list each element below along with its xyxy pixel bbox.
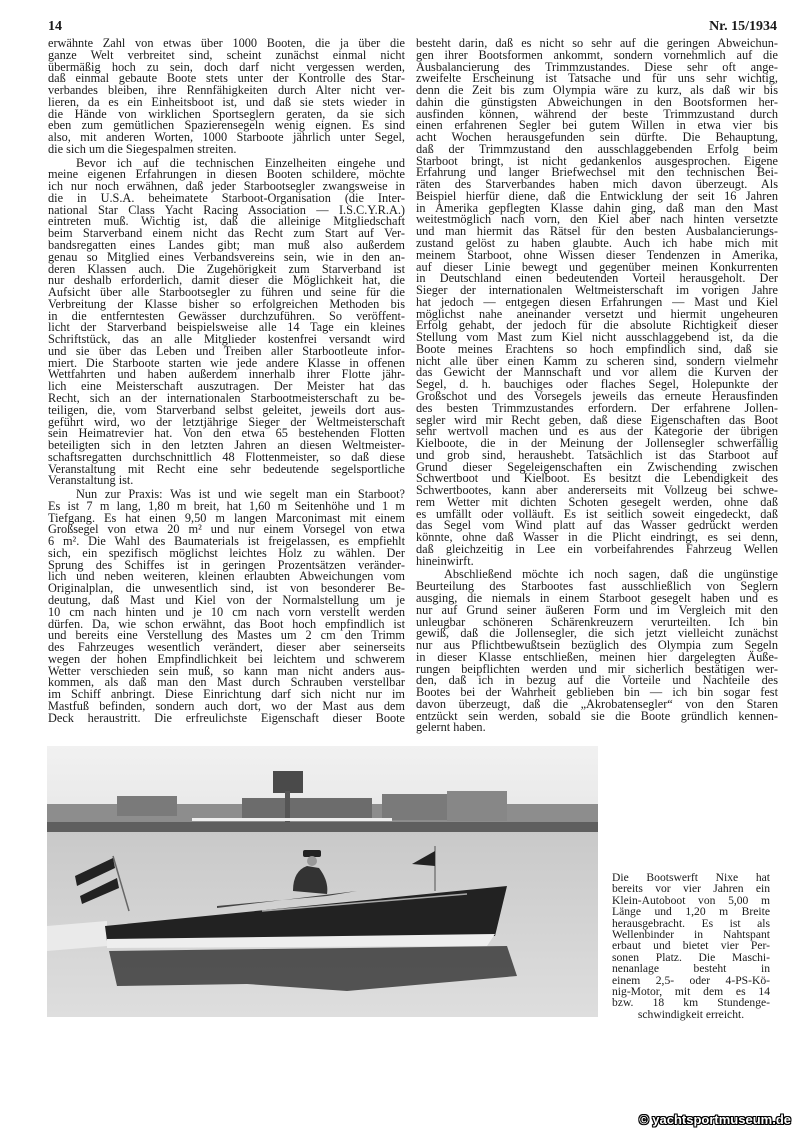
- text-line: nur deshalb erforderlich, damit dieser die Möglichkeit hat, die: [48, 273, 405, 288]
- text-line: die Hände von wirklichen Sportseglern geraten, da sie sich: [48, 106, 405, 121]
- text-line: Großsegel von etwa 20 m² und nur einem Vorsegel von etwa: [48, 522, 405, 537]
- wake: [47, 921, 107, 951]
- text-line: übermäßig hoch zu sein, doch darf nicht vergessen werden,: [48, 59, 405, 74]
- text-line: Grund dieser Segeleigenschaften ein Zwischending zwischen: [416, 459, 778, 474]
- text-line: Veranstaltung mit Recht eine sehr bedeutende segelsportliche: [48, 461, 405, 476]
- caption-line: erbaut und bietet vier Per-: [612, 939, 770, 953]
- paragraph: [416, 38, 778, 567]
- text-line: Bevor ich auf die technischen Einzelheiten eingehe und: [76, 155, 405, 170]
- text-line: in Deutschland einen bedeutenden Vorteil herausgeholt. Der: [416, 271, 778, 286]
- article-column-left: [48, 38, 405, 726]
- text-line: möglichst nahe aneinander versetzt und hiermit ungeheuren: [416, 306, 778, 321]
- text-line: Veranstaltung ist.: [48, 473, 134, 488]
- text-line: weitestmöglich nach vorn, den Kiel aber nach hinten versetzte: [416, 212, 778, 227]
- text-line: nur auf Grund seiner äußeren Form und im Vergleich mit den: [416, 602, 778, 617]
- text-line: beteiligten sich in den letzten Jahren an diesen Weltmeister-: [48, 438, 405, 453]
- text-line: Großschot und des Vorsegels jeweils das erneute Herausfinden: [416, 388, 778, 403]
- text-line: des Fahrzeuges wesentlich verändert, dieser aber seinerseits: [48, 640, 405, 655]
- text-line: sich, ein spezifisch möglichst leichtes Holz zu wählen. Der: [48, 545, 405, 560]
- caption-line: bereits vor vier Jahren ein: [612, 882, 770, 896]
- text-line: Nun zur Praxis: Was ist und wie segelt man ein Starboot?: [76, 487, 405, 502]
- text-line: genau so Mitglied eines Verbandsvereins sein, wie in den an-: [48, 249, 405, 264]
- text-line: Starboot bringt, ist nicht gedankenlos ausgesprochen. Eigene: [416, 153, 778, 168]
- caption-line: bzw. 18 km Stundenge-: [612, 996, 770, 1010]
- text-line: acht Wochen herausgefunden sein dürfte. Die Behauptung,: [416, 130, 778, 145]
- caption-line: Wellenbinder in Nahtspant: [612, 927, 770, 941]
- text-line: zustand gelöst zu haben glaubte. Auch ich habe mich mit: [416, 236, 778, 251]
- text-line: miert. Die Starboote starten wie jede andere Klasse in offenen: [48, 355, 405, 370]
- text-line: unleugbar schöneren Schärenkreuzern verurteilten. Ich bin: [416, 614, 778, 629]
- text-line: Verbreitung der Klasse bisher so erfolgreichen Methoden bis: [48, 296, 405, 311]
- text-line: Recht, sich an der internationalen Starbootmeisterschaft zu be-: [48, 390, 405, 405]
- text-line: Beispiel hierfür diene, daß die Entwicklung der seit 16 Jahren: [416, 188, 778, 203]
- text-line: lieren, da es ein Einheitsboot ist, und daß sie stets wieder in: [48, 94, 405, 109]
- text-line: eben zum gemütlichen Spazierensegeln wenig eignen. Es sind: [48, 118, 405, 133]
- caption-line: einem 2,5- oder 4-PS-Kö-: [612, 973, 770, 987]
- text-line: Ausbalancierung des Trimmzustandes. Diese sehr oft ange-: [416, 59, 778, 74]
- text-line: dahin die günstigsten Abweichungen in den Bootsformen her-: [416, 94, 778, 109]
- text-line: ausfinden können, während der beste Trimmzustand durch: [416, 106, 778, 121]
- text-line: Kielboote, die in der Meinung der Jollensegler schwerfällig: [416, 436, 778, 451]
- text-line: hat jedoch — entgegen diesen Erfahrungen — Mast und Kiel: [416, 294, 778, 309]
- paragraph: [416, 569, 778, 734]
- text-line: schaftsregatten durchschnittlich 48 Flottenmeister, so daß diese: [48, 449, 405, 464]
- text-line: dürfen. Da, wie schon erwähnt, das Boot hoch empfindlich ist: [48, 616, 405, 631]
- text-line: licht der Starverband beispielsweise alle 14 Tage ein kleines: [48, 320, 405, 335]
- text-line: Schwertbootes, kann aber andererseits mit Vollzeug bei schwe-: [416, 483, 778, 498]
- text-line: Es ist 7 m lang, 1,80 m breit, hat 1,60 m Seitenhöhe und 1 m: [48, 498, 405, 513]
- caption-line: Klein-Autoboot von 5,00 m: [612, 893, 770, 907]
- text-line: sein Heimatrevier hat. Von den etwa 65 bestehenden Flotten: [48, 426, 405, 441]
- text-line: erwähnte Zahl von etwas über 1000 Booten, die ja über die: [48, 36, 405, 50]
- text-line: Sprung des Schiffes ist in geringen Prozentsätzen veränder-: [48, 557, 405, 572]
- text-line: geführt wird, wo der letztjährige Sieger der Weltmeisterschaft: [48, 414, 405, 429]
- text-line: 10 cm nach hinten und je 10 cm nach vorn verstellt werden: [48, 604, 405, 619]
- caption-line: sonen Platz. Die Maschi-: [612, 950, 770, 964]
- text-line: die in U.S.A. beheimatete Starboot-Organisation (die Inter-: [48, 190, 405, 205]
- text-line: Tiefgang. Es hat einen 9,50 m langen Marconimast mit einem: [48, 510, 405, 525]
- text-line: Deck heraustritt. Die erfreulichste Eigenschaft dieser Boote: [48, 710, 405, 725]
- text-line: also, mit anderen Worten, 1000 Starboote jährlich unter Segel,: [48, 130, 405, 145]
- text-line: hineinwirft.: [416, 553, 474, 568]
- text-line: meinem Starboot, ohne Wissen dieser Tendenzen in Amerika,: [416, 247, 778, 262]
- text-line: rem Wetter mit dichten Schoten gesegelt werden, ohne daß: [416, 494, 778, 509]
- text-line: das Segel vom Wind platt auf das Wasser gedrückt werden: [416, 518, 778, 533]
- text-line: Boote meines Erachtens so hoch empfindlich sind, daß sie: [416, 341, 778, 356]
- text-line: die sich um die Siegespalmen streiten.: [48, 141, 237, 156]
- caption-line: herausgebracht. Es ist als: [612, 916, 770, 930]
- motorboat-photo: [47, 746, 598, 1017]
- text-line: daß gleichzeitig in Lee ein vorbeifahrendes Fahrzeug Wellen: [416, 541, 778, 556]
- text-line: deren Klassen auch. Die Zugehörigkeit zum Starverband ist: [48, 261, 405, 276]
- text-line: Erfahrung und langer Briefwechsel mit den technischen Bei-: [416, 165, 778, 180]
- text-line: Mastfuß befinden, sondern auch dort, wo der Mast aus dem: [48, 698, 405, 713]
- text-line: daß der Trimmzustand den ausschlaggebenden Erfolg beim: [416, 141, 778, 156]
- caption-line: schwindigkeit erreicht.: [637, 1007, 745, 1021]
- text-line: und man hiermit das Rätsel für den besten Ausbalancierungs-: [416, 224, 778, 239]
- text-line: in die entferntesten Gewässer durchzuführen. So veröffent-: [48, 308, 405, 323]
- text-line: Erfolg gehabt, der jedoch für die absolute Richtigkeit dieser: [416, 318, 778, 333]
- text-line: Bootes bei der Wahrheit geblieben bin — ich bin sogar fest: [416, 685, 778, 700]
- paragraph: [48, 155, 405, 488]
- text-line: davon überzeugt, daß die „Akrobatensegler“ von den Staren: [416, 696, 778, 711]
- text-line: in Amerika gepflegten Klasse dahin ging, daß man den Mast: [416, 200, 778, 215]
- page-number: 14: [48, 19, 62, 34]
- text-line: kommen, als daß man den Mast durch Schrauben verstellbar: [48, 675, 405, 690]
- text-line: im Schiff anbringt. Diese Einrichtung darf sich nicht nur im: [48, 687, 405, 702]
- text-line: Wettfahrten und haben außerdem innerhalb ihrer Flotte jähr-: [48, 367, 405, 382]
- text-line: den, daß ich in bezug auf die Vorteile und Nachteile des: [416, 673, 778, 688]
- text-line: auf dieser Linie bewegt und gegenüber meinen Konkurrenten: [416, 259, 778, 274]
- text-line: Beurteilung des Starbootes fast ausschließlich von Seglern: [416, 579, 778, 594]
- text-line: könnte, ohne daß Wasser in die Plicht eindringt, es sei denn,: [416, 530, 778, 545]
- text-line: Originalplan, die unwesentlich sind, ist von besonderer Be-: [48, 581, 405, 596]
- text-line: ganze Welt verbreitet sind, scheint zunächst einmal nicht: [48, 47, 405, 62]
- text-line: und grob sind, heraushebt. Tatsächlich ist das Starboot auf: [416, 447, 778, 462]
- text-line: nur aus Pflichtbewußtsein bezüglich des Olympia zum Segeln: [416, 638, 778, 653]
- text-line: teiligen, die, vom Starverband selbst geleitet, jeweils dort aus-: [48, 402, 405, 417]
- text-line: verbandes bleiben, ihre Rennfähigkeiten durch Alter nicht ver-: [48, 83, 405, 98]
- text-line: das Gewicht der Mannschaft und vor allem die Kurven der: [416, 365, 778, 380]
- text-line: Schriftstück, das an alle Mitglieder kostenfrei versandt wird: [48, 332, 405, 347]
- caption-line: nenanlage besteht in: [612, 962, 770, 976]
- text-line: nicht alle über einen Kamm zu scheren sind, sondern vielmehr: [416, 353, 778, 368]
- watermark: © yachtsportmuseum.de: [639, 1112, 791, 1127]
- text-line: beim Starverband einem nicht das Recht zum Start auf Ver-: [48, 226, 405, 241]
- text-line: besteht darin, daß es nicht so sehr auf die geringen Abweichun-: [416, 36, 778, 50]
- caption-line: Die Bootswerft Nixe hat: [612, 871, 770, 884]
- text-line: gewiß, daß die Jollensegler, die sich jetzt vielleicht zunächst: [416, 626, 778, 641]
- text-line: Aufsicht über alle Starbootsegler zu führen und seine für die: [48, 285, 405, 300]
- text-line: sehr wertvoll machen und es aus der Kategorie der übrigen: [416, 424, 778, 439]
- text-line: Segel, d. h. bauchiges oder flaches Segel, Holepunkte der: [416, 377, 778, 392]
- text-line: ich nur noch erwähnen, daß jeder Starbootsegler zwangsweise in: [48, 179, 405, 194]
- text-line: gen ihrer Bootsformen ankommt, sondern vornehmlich auf die: [416, 47, 778, 62]
- text-line: Schwertboot und Kielboot. Es besitzt die Lebendigkeit des: [416, 471, 778, 486]
- text-line: und bereits eine Verstellung des Mastes um 2 cm den Trimm: [48, 628, 405, 643]
- text-line: national Star Class Yacht Racing Association — I.S.C.Y.R.A.): [48, 202, 405, 217]
- text-line: rungen beipflichten werden und mir sicherlich bestätigen wer-: [416, 661, 778, 676]
- text-line: Sieger der internationalen Weltmeisterschaft im vorigen Jahre: [416, 283, 778, 298]
- caption-line: nig-Motor, mit dem es 14: [612, 984, 770, 998]
- text-line: bandsregatten eines Landes gibt; man muß also außerdem: [48, 238, 405, 253]
- text-line: eintreten muß. Wichtig ist, daß die alleinige Mitgliedschaft: [48, 214, 405, 229]
- text-line: räten des Starverbandes haben mich davon überzeugt. Als: [416, 177, 778, 192]
- text-line: 6 m². Die Wahl des Baumaterials ist freigelassen, es empfiehlt: [48, 534, 405, 549]
- caption-line: Länge und 1,20 m Breite: [612, 905, 770, 919]
- text-line: meine eigenen Erfahrungen in diesen Booten schildere, möchte: [48, 167, 405, 182]
- text-line: einen erfahrenen Segler bei gutem Willen in etwa vier bis: [416, 118, 778, 133]
- paragraph: [48, 489, 405, 724]
- text-line: denn die Zeit bis zum Olympia wäre zu kurz, als daß wir bis: [416, 83, 778, 98]
- text-line: deutung, daß Mast und Kiel von der Normalstellung um je: [48, 592, 405, 607]
- text-line: in dieser Klasse entschließen, meinen hier dargelegten Äuße-: [416, 649, 778, 664]
- text-line: lich eine Meisterschaft auszutragen. Der Meister hat das: [48, 379, 405, 394]
- text-line: entzückt sein werden, sobald sie die Boote gründlich kennen-: [416, 708, 778, 723]
- text-line: es umfällt oder volläuft. Es ist seitlich soweit eingedeckt, daß: [416, 506, 778, 521]
- text-line: und sie über das Leben und Treiben aller Starbootleute infor-: [48, 343, 405, 358]
- text-line: des besten Trimmzustandes erfordern. Der erfahrene Jollen-: [416, 400, 778, 415]
- text-line: ausging, die niemals in einem Starboot gesegelt haben und es: [416, 590, 778, 605]
- text-line: Wetter verschieden sein muß, so kann man nicht anders aus-: [48, 663, 405, 678]
- article-column-right: [416, 38, 778, 736]
- text-line: segler wird mir Recht geben, daß diese Eigenschaften das Boot: [416, 412, 778, 427]
- issue-number: Nr. 15/1934: [709, 19, 777, 34]
- text-line: Stellung vom Mast zum Kiel nicht ausschlaggebend ist, da die: [416, 330, 778, 345]
- photo-caption: [612, 872, 770, 1020]
- text-line: wegen der hohen Empfindlichkeit bei leichtem und schwerem: [48, 651, 405, 666]
- text-line: lich und neben weiteren, kleinen erlaubten Abweichungen vom: [48, 569, 405, 584]
- text-line: Abschließend möchte ich noch sagen, daß die ungünstige: [444, 567, 778, 582]
- paragraph: [48, 38, 405, 156]
- text-line: gelernt haben.: [416, 720, 486, 735]
- text-line: zweifelte Erscheinung ist Tatsache und für uns sehr wichtig,: [416, 71, 778, 86]
- text-line: daß einmal gebaute Boote stets unter der Kontrolle des Star-: [48, 71, 405, 86]
